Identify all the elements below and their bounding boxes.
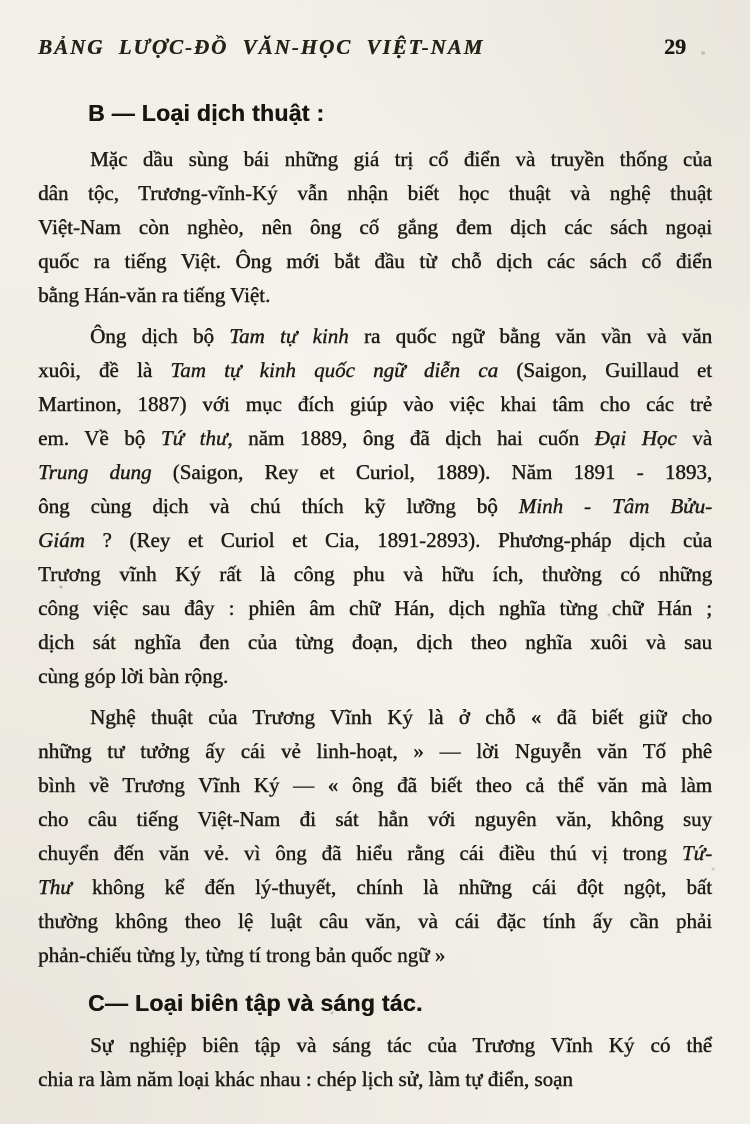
text-segment: không kể đến lý-thuyết, chính là những cái đột ngột, bất (71, 875, 712, 899)
body-text-line (38, 938, 712, 972)
body-text-line (38, 455, 712, 489)
body-text-line (38, 904, 712, 938)
body-text-line (38, 625, 712, 659)
body-text-line (38, 210, 712, 244)
text-segment: xuôi, đề là (38, 358, 171, 382)
body-text-line (38, 353, 712, 387)
body-text-line (38, 870, 712, 904)
text-segment: chia ra làm năm loại khác nhau : chép lịch sử, làm tự điển, soạn (38, 1067, 573, 1091)
text-segment: và (676, 426, 713, 450)
body-text-line (38, 421, 712, 455)
text-segment: (Saigon, Rey et Curiol, 1889). Năm 1891 - 1893, (151, 460, 712, 484)
body-text-line (38, 387, 712, 421)
book-title-italic: Tứ thư (160, 426, 228, 450)
book-title-italic: Minh - Tâm Bửu- (518, 494, 712, 518)
running-header (38, 34, 712, 60)
body-text-line (38, 591, 712, 625)
body-text-line (38, 768, 712, 802)
body-text-line (38, 659, 712, 693)
book-title-italic: Thư (38, 875, 72, 899)
body-text-line (38, 278, 712, 312)
body-text-line (38, 319, 712, 353)
text-segment: Ông dịch bộ (90, 324, 230, 348)
text-segment: quốc ra tiếng Việt. Ông mới bắt đầu từ chỗ dịch các sách cổ điển (38, 249, 712, 273)
text-segment: ? (Rey et Curiol et Cia, 1891-2893). Phương-pháp dịch của (84, 528, 712, 552)
body-text-line (38, 142, 712, 176)
body-text-line (38, 523, 712, 557)
heading-section-b: B — Loại dịch thuật : (88, 100, 325, 126)
text-segment: bình về Trương Vĩnh Ký — « ông đã biết theo cả thể văn mà làm (38, 773, 712, 797)
text-segment: ra quốc ngữ bằng văn vần và văn (348, 324, 712, 348)
paragraph-4 (38, 1028, 712, 1096)
text-segment: Trương vĩnh Ký rất là công phu và hữu ích, thường có những (38, 562, 712, 586)
body-text-line (38, 557, 712, 591)
text-segment: chuyển đến văn vẻ. vì ông đã hiểu rằng cái điều thú vị trong (38, 841, 682, 865)
text-segment: cho câu tiếng Việt-Nam đi sát hẳn với nguyên văn, không suy (38, 807, 712, 831)
running-title: BẢNG LƯỢC-ĐỒ VĂN-HỌC VIỆT-NAM (38, 35, 485, 59)
text-segment: Martinon, 1887) với mục đích giúp vào việc khai tâm cho các trẻ (38, 392, 712, 416)
text-segment: Nghệ thuật của Trương Vĩnh Ký là ở chỗ « đã biết giữ cho (90, 705, 712, 729)
text-segment: dịch sát nghĩa đen của từng đoạn, dịch theo nghĩa xuôi và sau (38, 630, 712, 654)
paragraph-3 (38, 700, 712, 972)
text-segment: cùng góp lời bàn rộng. (38, 664, 229, 688)
body-text-line (38, 176, 712, 210)
text-segment: bằng Hán-văn ra tiếng Việt. (38, 283, 271, 307)
text-segment: Sự nghiệp biên tập và sáng tác của Trương Vĩnh Ký có thể (90, 1033, 712, 1057)
text-segment: dân tộc, Trương-vĩnh-Ký vẫn nhận biết học thuật và nghệ thuật (38, 181, 712, 205)
body-text-line (38, 489, 712, 523)
text-segment: Mặc dầu sùng bái những giá trị cổ điển và truyền thống của (90, 147, 712, 171)
text-segment: ông cùng dịch và chú thích kỹ lưỡng bộ (38, 494, 519, 518)
body-text-line (38, 1028, 712, 1062)
book-title-italic: Giám (38, 528, 85, 552)
text-segment: công việc sau đây : phiên âm chữ Hán, dịch nghĩa từng chữ Hán ; (38, 596, 712, 620)
paragraph-1 (38, 142, 712, 312)
text-segment: em. Về bộ (38, 426, 161, 450)
paper-specks (0, 0, 2, 2)
body-text-line (38, 1062, 712, 1096)
body-text-line (38, 836, 712, 870)
body-text-line (38, 734, 712, 768)
body-text-line (38, 244, 712, 278)
book-title-italic: Trung dung (38, 460, 152, 484)
body-text-line (38, 802, 712, 836)
book-title-italic: Tam tự kinh (229, 324, 349, 348)
body-text-line (38, 700, 712, 734)
text-segment: , năm 1889, ông đã dịch hai cuốn (227, 426, 595, 450)
book-title-italic: Tứ- (681, 841, 712, 865)
book-title-italic: Đại Học (594, 426, 677, 450)
text-segment: phản-chiếu từng ly, từng tí trong bản quốc ngữ » (38, 943, 446, 967)
book-title-italic: Tam tự kinh quốc ngữ diễn ca (170, 358, 498, 382)
heading-section-c: C— Loại biên tập và sáng tác. (88, 990, 423, 1016)
page-number: 29 (664, 34, 686, 59)
paragraph-2 (38, 319, 712, 693)
page-body (38, 98, 712, 1096)
text-segment: thường không theo lệ luật câu văn, và cái đặc tính ấy cần phải (38, 909, 712, 933)
text-segment: những tư tưởng ấy cái vẻ linh-hoạt, » — lời Nguyễn văn Tố phê (38, 739, 712, 763)
text-segment: Việt-Nam còn nghèo, nên ông cố gắng đem dịch các sách ngoại (38, 215, 712, 239)
text-segment: (Saigon, Guillaud et (498, 358, 712, 382)
